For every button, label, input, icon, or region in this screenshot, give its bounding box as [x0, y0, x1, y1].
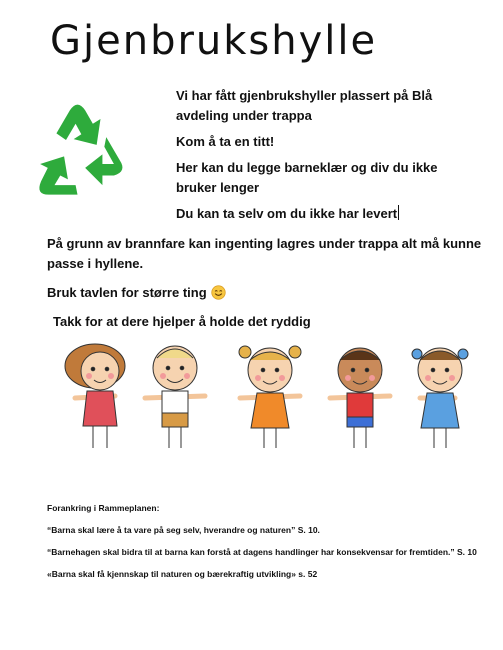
- references: [47, 502, 487, 590]
- intro-line: Her kan du legge barneklær og div du ikke bruker lenger: [176, 160, 438, 195]
- reference-quote: “Barnehagen skal bidra til at barna kan forstå at dagens handlinger har konsekvensar for fremtiden.” S. 10: [47, 547, 477, 557]
- intro-line-with-cursor: [176, 204, 476, 224]
- board-notice-line: [47, 283, 487, 303]
- page-title: Gjenbrukshylle: [50, 18, 378, 64]
- smiley-icon: [211, 285, 226, 300]
- notice-text: [47, 234, 487, 341]
- intro-line: Kom å ta en titt!: [176, 134, 275, 149]
- intro-text: [176, 86, 476, 230]
- reference-quote: «Barna skal få kjennskap til naturen og bærekraftig utvikling» s. 52: [47, 569, 318, 579]
- intro-line: Vi har fått gjenbrukshyller plassert på Blå avdeling under trappa: [176, 88, 433, 123]
- references-heading: Forankring i Rammeplanen:: [47, 503, 160, 513]
- thanks-notice: Takk for at dere hjelper å holde det ryddig: [53, 314, 311, 329]
- text-cursor: [398, 205, 399, 220]
- reference-quote: “Barna skal lære å ta vare på seg selv, hverandre og naturen” S. 10.: [47, 525, 320, 535]
- fire-notice: På grunn av brannfare kan ingenting lagres under trappa alt må kunne passe i hyllene.: [47, 236, 482, 271]
- intro-line: Du kan ta selv om du ikke har levert: [176, 206, 398, 221]
- children-illustration: [45, 336, 470, 458]
- board-notice: Bruk tavlen for større ting: [47, 285, 207, 300]
- recycle-icon: [20, 95, 135, 210]
